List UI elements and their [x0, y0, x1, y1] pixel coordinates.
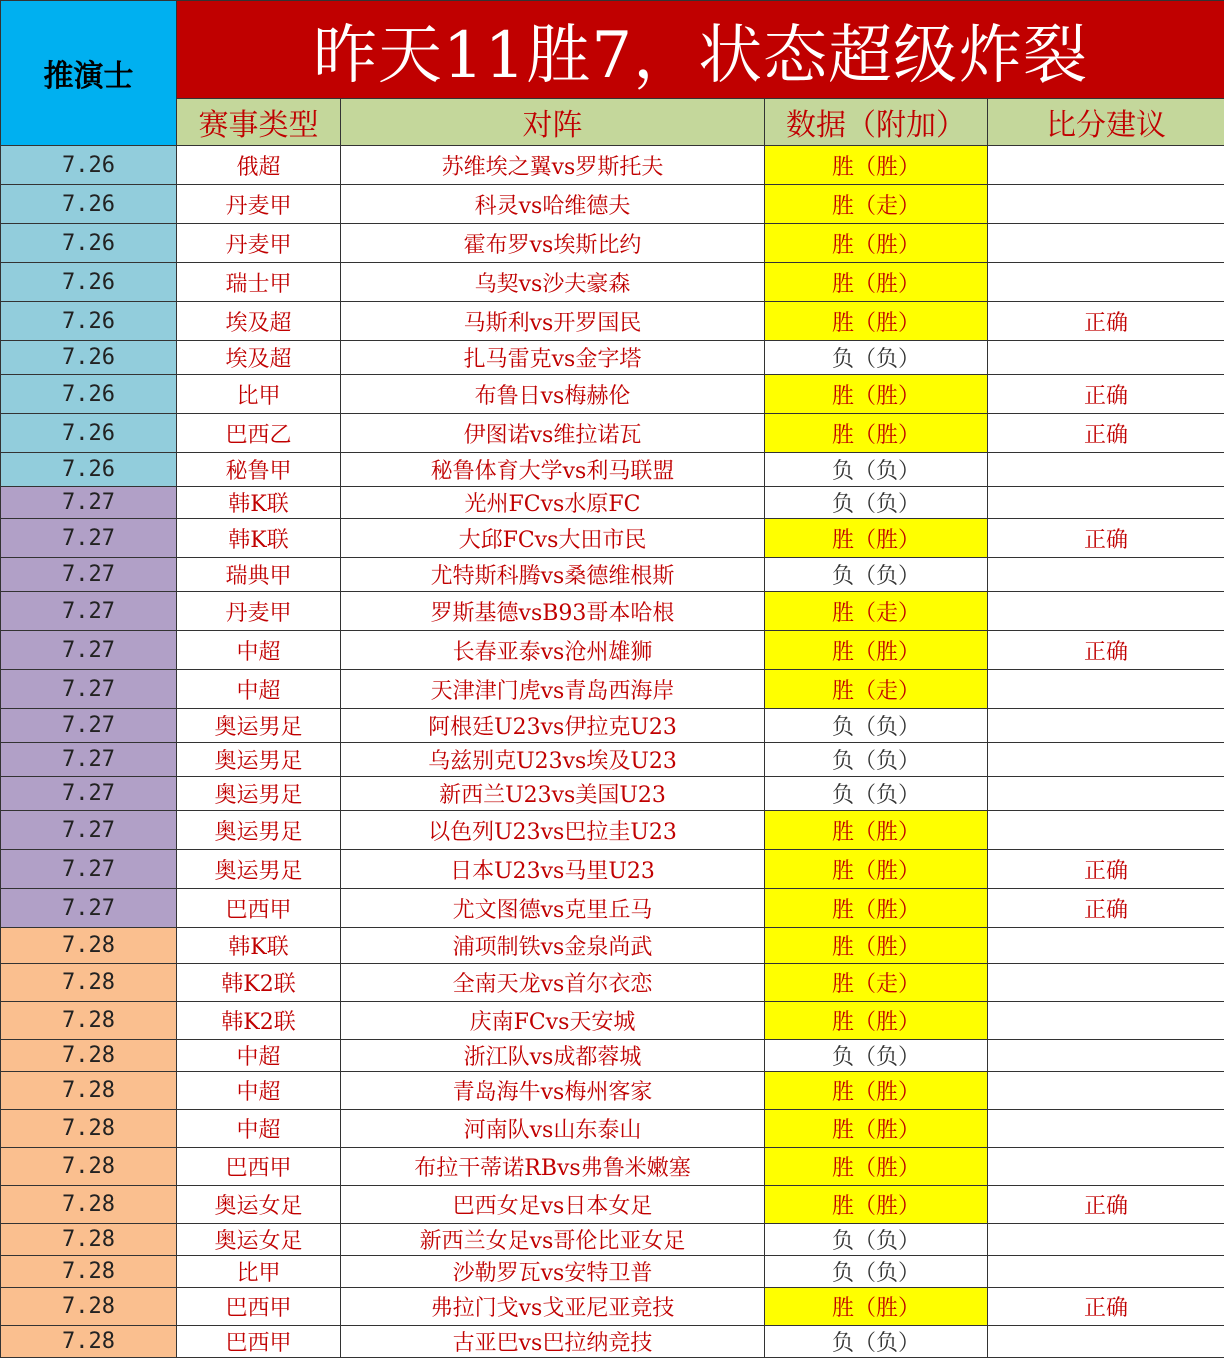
type-cell: 韩K联: [177, 519, 341, 558]
table-row: [1, 1186, 1224, 1224]
table-row: [1, 146, 1224, 185]
result-cell: 胜（走）: [765, 964, 988, 1002]
match-cell: 日本U23vs马里U23: [341, 850, 765, 889]
suggestion-cell: [988, 453, 1224, 487]
table-row: [1, 1072, 1224, 1110]
suggestion-cell: [988, 224, 1224, 263]
suggestion-cell: [988, 1326, 1224, 1358]
table-row: [1, 1326, 1224, 1358]
table-row: [1, 224, 1224, 263]
date-cell: 7.27: [1, 777, 177, 811]
date-cell: 7.28: [1, 964, 177, 1002]
suggestion-cell: [988, 1002, 1224, 1040]
title-row: [1, 1, 1224, 99]
match-cell: 以色列U23vs巴拉圭U23: [341, 811, 765, 850]
date-cell: 7.28: [1, 1186, 177, 1224]
date-cell: 7.26: [1, 185, 177, 224]
match-cell: 阿根廷U23vs伊拉克U23: [341, 709, 765, 743]
type-cell: 埃及超: [177, 341, 341, 375]
result-cell: 胜（胜）: [765, 519, 988, 558]
table-row: [1, 263, 1224, 302]
table-row: [1, 487, 1224, 519]
match-cell: 伊图诺vs维拉诺瓦: [341, 414, 765, 453]
suggestion-cell: 正确: [988, 850, 1224, 889]
match-cell: 浙江队vs成都蓉城: [341, 1040, 765, 1072]
match-cell: 长春亚泰vs沧州雄狮: [341, 631, 765, 670]
type-cell: 奥运男足: [177, 743, 341, 777]
result-cell: 胜（胜）: [765, 928, 988, 964]
date-cell: 7.28: [1, 1072, 177, 1110]
result-cell: 胜（胜）: [765, 224, 988, 263]
match-cell: 沙勒罗瓦vs安特卫普: [341, 1256, 765, 1288]
suggestion-cell: [988, 964, 1224, 1002]
type-cell: 韩K联: [177, 928, 341, 964]
match-cell: 新西兰U23vs美国U23: [341, 777, 765, 811]
date-cell: 7.27: [1, 592, 177, 631]
type-cell: 瑞士甲: [177, 263, 341, 302]
result-cell: 负（负）: [765, 558, 988, 592]
header-suggestion: 比分建议: [988, 99, 1224, 146]
result-cell: 负（负）: [765, 743, 988, 777]
header-type: 赛事类型: [177, 99, 341, 146]
suggestion-cell: 正确: [988, 519, 1224, 558]
table-row: [1, 811, 1224, 850]
suggestion-cell: [988, 487, 1224, 519]
result-cell: 胜（胜）: [765, 146, 988, 185]
type-cell: 奥运女足: [177, 1186, 341, 1224]
date-cell: 7.26: [1, 414, 177, 453]
suggestion-cell: [988, 592, 1224, 631]
table-row: [1, 558, 1224, 592]
date-cell: 7.26: [1, 375, 177, 414]
type-cell: 丹麦甲: [177, 592, 341, 631]
suggestion-cell: [988, 341, 1224, 375]
suggestion-cell: [988, 146, 1224, 185]
table-row: [1, 302, 1224, 341]
date-cell: 7.28: [1, 1002, 177, 1040]
type-cell: 奥运男足: [177, 811, 341, 850]
type-cell: 奥运男足: [177, 777, 341, 811]
result-cell: 负（负）: [765, 1256, 988, 1288]
table-row: [1, 964, 1224, 1002]
result-cell: 胜（胜）: [765, 1148, 988, 1186]
result-cell: 胜（胜）: [765, 1072, 988, 1110]
result-cell: 负（负）: [765, 709, 988, 743]
table-row: [1, 519, 1224, 558]
type-cell: 韩K联: [177, 487, 341, 519]
result-cell: 胜（胜）: [765, 263, 988, 302]
result-cell: 胜（走）: [765, 670, 988, 709]
suggestion-cell: [988, 811, 1224, 850]
table-row: [1, 743, 1224, 777]
result-cell: 胜（胜）: [765, 850, 988, 889]
match-cell: 尤文图德vs克里丘马: [341, 889, 765, 928]
match-cell: 浦项制铁vs金泉尚武: [341, 928, 765, 964]
type-cell: 奥运女足: [177, 1224, 341, 1256]
suggestion-cell: 正确: [988, 631, 1224, 670]
suggestion-cell: [988, 777, 1224, 811]
type-cell: 巴西甲: [177, 1288, 341, 1326]
header-match: 对阵: [341, 99, 765, 146]
type-cell: 秘鲁甲: [177, 453, 341, 487]
suggestion-cell: 正确: [988, 1186, 1224, 1224]
match-cell: 光州FCvs水原FC: [341, 487, 765, 519]
result-cell: 负（负）: [765, 1326, 988, 1358]
match-cell: 扎马雷克vs金字塔: [341, 341, 765, 375]
date-cell: 7.27: [1, 889, 177, 928]
result-cell: 胜（胜）: [765, 302, 988, 341]
suggestion-cell: [988, 928, 1224, 964]
result-cell: 负（负）: [765, 1224, 988, 1256]
page-title: 昨天11胜7，状态超级炸裂: [177, 1, 1224, 99]
match-cell: 青岛海牛vs梅州客家: [341, 1072, 765, 1110]
table-row: [1, 777, 1224, 811]
suggestion-cell: [988, 1110, 1224, 1148]
result-cell: 胜（胜）: [765, 1110, 988, 1148]
suggestion-cell: 正确: [988, 414, 1224, 453]
brand-label: 推演士: [1, 1, 177, 146]
result-cell: 负（负）: [765, 487, 988, 519]
header-data: 数据（附加）: [765, 99, 988, 146]
table-row: [1, 1002, 1224, 1040]
type-cell: 俄超: [177, 146, 341, 185]
table-row: [1, 1288, 1224, 1326]
date-cell: 7.27: [1, 519, 177, 558]
result-cell: 胜（胜）: [765, 889, 988, 928]
suggestion-cell: [988, 558, 1224, 592]
date-cell: 7.28: [1, 1326, 177, 1358]
match-cell: 乌兹别克U23vs埃及U23: [341, 743, 765, 777]
table-row: [1, 1148, 1224, 1186]
type-cell: 巴西乙: [177, 414, 341, 453]
match-cell: 马斯利vs开罗国民: [341, 302, 765, 341]
date-cell: 7.26: [1, 146, 177, 185]
match-cell: 弗拉门戈vs戈亚尼亚竞技: [341, 1288, 765, 1326]
suggestion-cell: [988, 263, 1224, 302]
suggestion-cell: 正确: [988, 375, 1224, 414]
type-cell: 丹麦甲: [177, 224, 341, 263]
match-cell: 古亚巴vs巴拉纳竞技: [341, 1326, 765, 1358]
table-row: [1, 375, 1224, 414]
date-cell: 7.26: [1, 453, 177, 487]
match-cell: 乌契vs沙夫豪森: [341, 263, 765, 302]
match-cell: 霍布罗vs埃斯比约: [341, 224, 765, 263]
suggestion-cell: [988, 1256, 1224, 1288]
match-cell: 新西兰女足vs哥伦比亚女足: [341, 1224, 765, 1256]
date-cell: 7.27: [1, 487, 177, 519]
type-cell: 埃及超: [177, 302, 341, 341]
match-cell: 大邱FCvs大田市民: [341, 519, 765, 558]
result-cell: 胜（胜）: [765, 1288, 988, 1326]
date-cell: 7.26: [1, 224, 177, 263]
result-cell: 胜（走）: [765, 592, 988, 631]
table-row: [1, 928, 1224, 964]
table-row: [1, 1224, 1224, 1256]
date-cell: 7.27: [1, 743, 177, 777]
type-cell: 比甲: [177, 375, 341, 414]
date-cell: 7.26: [1, 263, 177, 302]
suggestion-cell: [988, 743, 1224, 777]
type-cell: 中超: [177, 1072, 341, 1110]
match-cell: 秘鲁体育大学vs利马联盟: [341, 453, 765, 487]
result-cell: 胜（胜）: [765, 631, 988, 670]
date-cell: 7.26: [1, 341, 177, 375]
table-row: [1, 341, 1224, 375]
table-row: [1, 709, 1224, 743]
result-cell: 负（负）: [765, 1040, 988, 1072]
result-cell: 胜（胜）: [765, 1002, 988, 1040]
type-cell: 中超: [177, 1110, 341, 1148]
match-cell: 庆南FCvs天安城: [341, 1002, 765, 1040]
table-row: [1, 414, 1224, 453]
match-cell: 尤特斯科腾vs桑德维根斯: [341, 558, 765, 592]
table-row: [1, 185, 1224, 224]
table-row: [1, 453, 1224, 487]
match-cell: 科灵vs哈维德夫: [341, 185, 765, 224]
suggestion-cell: [988, 1040, 1224, 1072]
result-cell: 胜（胜）: [765, 1186, 988, 1224]
type-cell: 巴西甲: [177, 1326, 341, 1358]
type-cell: 奥运男足: [177, 709, 341, 743]
match-cell: 天津津门虎vs青岛西海岸: [341, 670, 765, 709]
type-cell: 中超: [177, 1040, 341, 1072]
suggestion-cell: [988, 709, 1224, 743]
result-cell: 胜（走）: [765, 185, 988, 224]
type-cell: 比甲: [177, 1256, 341, 1288]
date-cell: 7.28: [1, 928, 177, 964]
table-row: [1, 850, 1224, 889]
result-cell: 负（负）: [765, 777, 988, 811]
type-cell: 奥运男足: [177, 850, 341, 889]
suggestion-cell: [988, 1224, 1224, 1256]
match-cell: 河南队vs山东泰山: [341, 1110, 765, 1148]
type-cell: 中超: [177, 631, 341, 670]
result-cell: 胜（胜）: [765, 811, 988, 850]
date-cell: 7.28: [1, 1148, 177, 1186]
date-cell: 7.26: [1, 302, 177, 341]
suggestion-cell: 正确: [988, 889, 1224, 928]
date-cell: 7.27: [1, 811, 177, 850]
match-cell: 巴西女足vs日本女足: [341, 1186, 765, 1224]
match-cell: 全南天龙vs首尔衣恋: [341, 964, 765, 1002]
date-cell: 7.27: [1, 631, 177, 670]
result-cell: 胜（胜）: [765, 414, 988, 453]
suggestion-cell: [988, 670, 1224, 709]
date-cell: 7.27: [1, 558, 177, 592]
type-cell: 中超: [177, 670, 341, 709]
suggestion-cell: [988, 1072, 1224, 1110]
table-row: [1, 889, 1224, 928]
result-cell: 负（负）: [765, 341, 988, 375]
date-cell: 7.27: [1, 709, 177, 743]
date-cell: 7.28: [1, 1288, 177, 1326]
table-row: [1, 1256, 1224, 1288]
table-row: [1, 592, 1224, 631]
type-cell: 韩K2联: [177, 964, 341, 1002]
match-cell: 布鲁日vs梅赫伦: [341, 375, 765, 414]
type-cell: 瑞典甲: [177, 558, 341, 592]
date-cell: 7.28: [1, 1256, 177, 1288]
match-cell: 苏维埃之翼vs罗斯托夫: [341, 146, 765, 185]
date-cell: 7.28: [1, 1110, 177, 1148]
type-cell: 巴西甲: [177, 889, 341, 928]
table-row: [1, 670, 1224, 709]
date-cell: 7.27: [1, 670, 177, 709]
match-cell: 布拉干蒂诺RBvs弗鲁米嫩塞: [341, 1148, 765, 1186]
table-row: [1, 1110, 1224, 1148]
date-cell: 7.27: [1, 850, 177, 889]
result-cell: 胜（胜）: [765, 375, 988, 414]
suggestion-cell: 正确: [988, 1288, 1224, 1326]
table-row: [1, 631, 1224, 670]
suggestion-cell: [988, 185, 1224, 224]
suggestion-cell: [988, 1148, 1224, 1186]
date-cell: 7.28: [1, 1224, 177, 1256]
table-row: [1, 1040, 1224, 1072]
type-cell: 丹麦甲: [177, 185, 341, 224]
result-cell: 负（负）: [765, 453, 988, 487]
type-cell: 韩K2联: [177, 1002, 341, 1040]
match-cell: 罗斯基德vsB93哥本哈根: [341, 592, 765, 631]
suggestion-cell: 正确: [988, 302, 1224, 341]
type-cell: 巴西甲: [177, 1148, 341, 1186]
date-cell: 7.28: [1, 1040, 177, 1072]
header-row: [1, 99, 1224, 146]
